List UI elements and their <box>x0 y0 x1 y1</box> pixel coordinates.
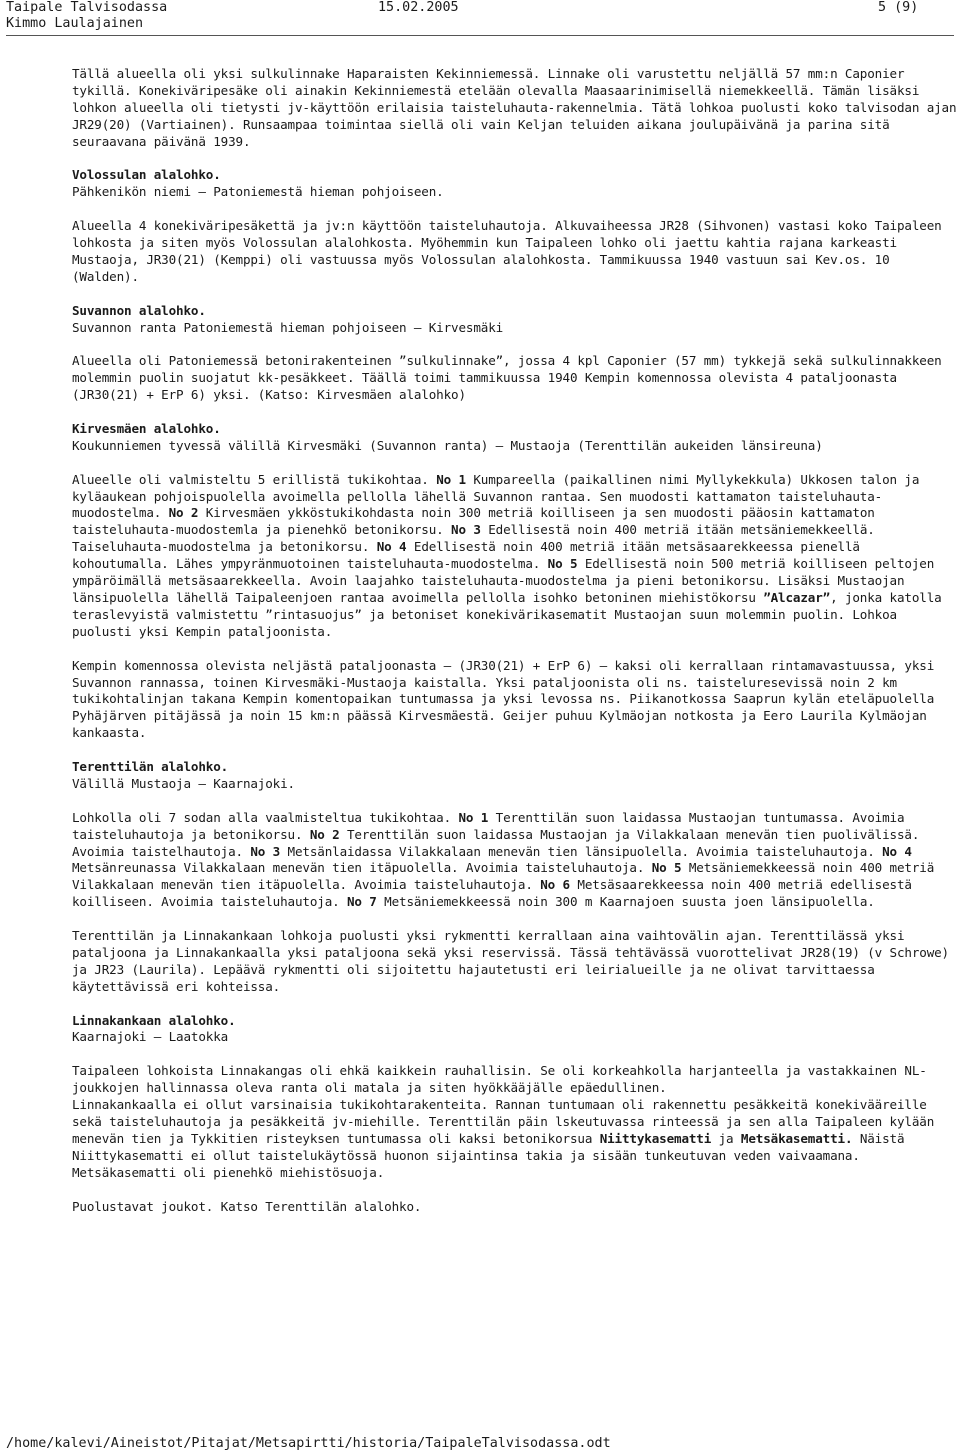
bold-run: No 2 <box>309 826 340 842</box>
section-location: Kaarnajoki – Laatokka <box>72 1029 229 1045</box>
bold-run: No 4 <box>376 539 407 555</box>
section-text: Kempin komennossa olevista neljästä pataljoonasta – (JR30(21) + ErP 6) – kaksi oli kerrallaan rintamavastuussa, yksi Suvannon rannassa, toinen Kirvesmäki-Mustaoja kaistalla. Yksi pataljoonista oli ns. taisteluresevissä noin 2 km tukikohtalinjan takana Kempin komentopaikan tuntumassa ja yksi levossa ns. Piikanotkossa Saaprun kylän eteläpuolella Pyhäjärven pitäjässä ja noin 15 km:n päässä Kirvesmäestä. Geijer puhuu Kylmäojan notkosta ja Eero Laurila Kylmäojan kankaasta. <box>72 657 935 741</box>
section-heading: Kirvesmäen alalohko. <box>72 420 221 436</box>
text-run: Kirvesmäen ykköstukikohdasta noin 300 metriä koilliseen ja sen muodosti pääosin kattamaton taisteluhauta-muodostemla ja pienehkö betonikorsu. <box>72 505 875 538</box>
section-text <box>72 1097 958 1182</box>
header-date: 15.02.2005 <box>378 0 459 15</box>
text-run: Terenttilän suon laidassa Mustaojan tuntumassa. Avoimia taisteluhautoja ja betonikorsu. <box>72 809 905 842</box>
text-run: Metsäsaarekkeessa noin 400 metriä edellisestä koilliseen. Avoimia taisteluhautoja. <box>72 877 912 910</box>
bold-run: No 6 <box>540 877 570 893</box>
text-run: Kumpareella (paikallinen nimi Myllykekkula) Ukkosen talon ja kyläaukean pohjoispuolella avoimella pellolla lähellä Suvannon rantaa. Sen muodosti kattamaton taisteluhauta-muodostelma. <box>72 471 920 521</box>
section-text: Terenttilän ja Linnakankaan lohkoja puolusti yksi rykmentti kerrallaan aina vaihtovälin ajan. Terenttilässä yksi pataljoona ja Linnakankaalla yksi pataljoona sekä yksi reservissä. Tässä tehtävässä vuorottelivat JR28(19) (v Schrowe) ja JR23 (Laurila). Lepäävä rykmentti oli sijoitettu hajautetusti eri leirialueille ja ne olivat tarvittaessa käytettävissä eri kohteissa. <box>72 928 949 994</box>
section-text <box>72 810 958 911</box>
section-heading: Terenttilän alalohko. <box>72 759 229 775</box>
intro-paragraph: Tällä alueella oli yksi sulkulinnake Haparaisten Kekinniemessä. Linnake oli varustettu neljällä 57 mm:n Caponier tykillä. Konekiväripesäke oli ainakin Kekinniemestä etelään olevalla Maasaarinimisellä niemekkeellä. Tämän lisäksi lohkon alueella oli tietysti jv-käyttöön erilaisia taisteluhauta-rakennelmia. Tätä lohkoa puolusti koko talvisodan ajan JR29(20) (Vartiainen). Runsaampaa toimintaa siellä oli vain Keljan teluiden aikana joulupäivänä ja parina sitä seuraavana päivänä 1939. <box>72 66 957 149</box>
text-run: Lohkolla oli 7 sodan alla vaalmisteltua tukikohtaa. <box>72 809 459 825</box>
text-run: Edellisestä noin 500 metriä koilliseen peltojen ympäröimällä metsäsaarekkeella. Avoin laajahko taisteluhauta-muodostelma ja pieni betonikorsu. Lisäksi Mustaojan länsipuolella lähellä Taipaleenjoen rantaa avoimella pellolla isohko betoninen miehistökorsu <box>72 556 935 605</box>
section-heading: Linnakankaan alalohko. <box>72 1012 236 1028</box>
section-terenttila <box>72 759 958 996</box>
section-text: Taipaleen lohkoista Linnakangas oli ehkä kaikkein rauhallisin. Se oli korkeahkolla harjanteella ja vastakkainen NL-joukkojen hallinnassa oleva ranta oli matala ja siten hyökkääjälle epäedullinen. <box>72 1063 927 1096</box>
header-author: Kimmo Laulajainen <box>6 16 144 31</box>
document-body <box>72 66 958 1232</box>
header-page-number: 5 (9) <box>878 0 919 15</box>
section-heading: Suvannon alalohko. <box>72 302 206 318</box>
text-run: , jonka katolla teraslevyistä valmistettu ”rintasuojus” ja betoniset konekivärikasematit Mustaojan suun molemmin puolin. Lohkoa puolusti yksi Kempin pataljoonista. <box>72 590 942 639</box>
text-run: Metsäniemekkeessä noin 400 metriä Vilakkalaan menevän tien itäpuolella. Avoimia taisteluhautoja. <box>72 860 935 893</box>
section-text: Alueella oli Patoniemessä betonirakenteinen ”sulkulinnake”, jossa 4 kpl Caponier (57 mm) tykkejä sekä sulkulinnakkeen molemmin puolin suojatut kk-pesäkkeet. Täällä toimi tammikuussa 1940 Kempin komennossa olevista 4 pataljoonasta (JR30(21) + ErP 6) yksi. (Katso: Kirvesmäen alalohko) <box>72 353 942 403</box>
section-text: Alueella 4 konekiväripesäkettä ja jv:n käyttöön taisteluhautoja. Alkuvaiheessa JR28 (Sihvonen) vastasi koko Taipaleen lohkosta ja siten myös Volossulan alalohkosta. Myöhemmin kun Taipaleen lohko oli jaettu kahtia rajana karkeasti Mustaoja, JR30(21) (Kemppi) oli vastuussa myös Volossulan alalohkosta. Tammikuussa 1940 vastuun sai Kev.os. 10 (Walden). <box>72 218 942 284</box>
text-run: Metsänreunassa Vilakkalaan menevän tien itäpuolella. Avoimia taisteluhautoja. <box>72 860 652 876</box>
section-kirvesmaki <box>72 421 958 742</box>
bold-run: No 4 <box>882 843 912 859</box>
bold-run: No 3 <box>451 522 481 538</box>
bold-run: ”Alcazar” <box>763 590 831 605</box>
text-run: ja <box>711 1130 741 1146</box>
header-divider <box>6 35 954 36</box>
bold-run: Niittykasematti <box>599 1130 712 1146</box>
section-heading: Volossulan alalohko. <box>72 167 221 183</box>
text-run: Metsäniemekkeessä noin 300 m Kaarnajoen suusta joen länsipuolella. <box>376 894 875 910</box>
text-run: Edellisestä noin 400 metriä itään metsäniemekkeellä. Taiseluhauta-muodostelma ja betonikorsu. <box>72 522 875 555</box>
section-location: Suvannon ranta Patoniemestä hieman pohjoiseen – Kirvesmäki <box>72 319 504 335</box>
section-text: Puolustavat joukot. Katso Terenttilän alalohko. <box>72 1198 422 1214</box>
footer-file-path: /home/kalevi/Aineistot/Pitajat/Metsapirtti/historia/TaipaleTalvisodassa.odt <box>6 1436 611 1451</box>
text-run: Linnakankaalla ei ollut varsinaisia tukikohtarakenteita. Rannan tuntumaan oli rakennettu pesäkkeitä konekivääreille sekä taisteluhautoja ja pesäkkeitä jv-miehille. Terenttilän päin lskeutuvassa rinteessä ja sen alla Taipaleen kylään menevän tien ja Tykkitien risteyksen tuntumassa oli kaksi betonikorsua <box>72 1097 935 1146</box>
section-volossula <box>72 167 958 285</box>
text-run: Edellisestä noin 400 metriä itään metsäsaarekkeessa pienellä kohoutumalla. Lähes ympyränmuotoinen taisteluhauta-muodostelma. <box>72 539 860 572</box>
section-location: Välillä Mustaoja – Kaarnajoki. <box>72 775 295 791</box>
text-run: Näistä Niittykasematti ei ollut taistelukäytössä huonon sijaintinsa takia ja sisään tunkeutuvan veden vaivaamana. Metsäkasematti oli pienehkö miehistösuoja. <box>72 1130 905 1180</box>
section-location: Koukunniemen tyvessä välillä Kirvesmäki (Suvannon ranta) – Mustaoja (Terenttilän aukeiden länsireuna) <box>72 437 823 453</box>
bold-run: No 5 <box>651 860 682 876</box>
bold-run: No 2 <box>168 505 199 521</box>
bold-run: No 7 <box>347 894 377 910</box>
section-location: Pähkenikön niemi – Patoniemestä hieman pohjoiseen. <box>72 184 444 200</box>
bold-run: No 1 <box>436 471 466 487</box>
section-text <box>72 472 958 641</box>
bold-run: No 1 <box>458 809 489 825</box>
bold-run: Metsäkasematti. <box>740 1130 853 1146</box>
section-suvanto <box>72 303 958 404</box>
bold-run: No 5 <box>547 556 578 572</box>
header-title: Taipale Talvisodassa <box>6 0 168 15</box>
text-run: Terenttilän suon laidassa Mustaojan ja Vilakkalaan menevän tien puolivälissä. Avoimia taistelhautoja. <box>72 826 920 859</box>
text-run: Metsänlaidassa Vilakkalaan menevän tien länsipuolella. Avoimia taisteluhautoja. <box>280 843 883 859</box>
bold-run: No 3 <box>250 843 281 859</box>
section-linnakangas <box>72 1013 958 1216</box>
text-run: Alueelle oli valmisteltu 5 erillistä tukikohtaa. <box>72 471 437 487</box>
